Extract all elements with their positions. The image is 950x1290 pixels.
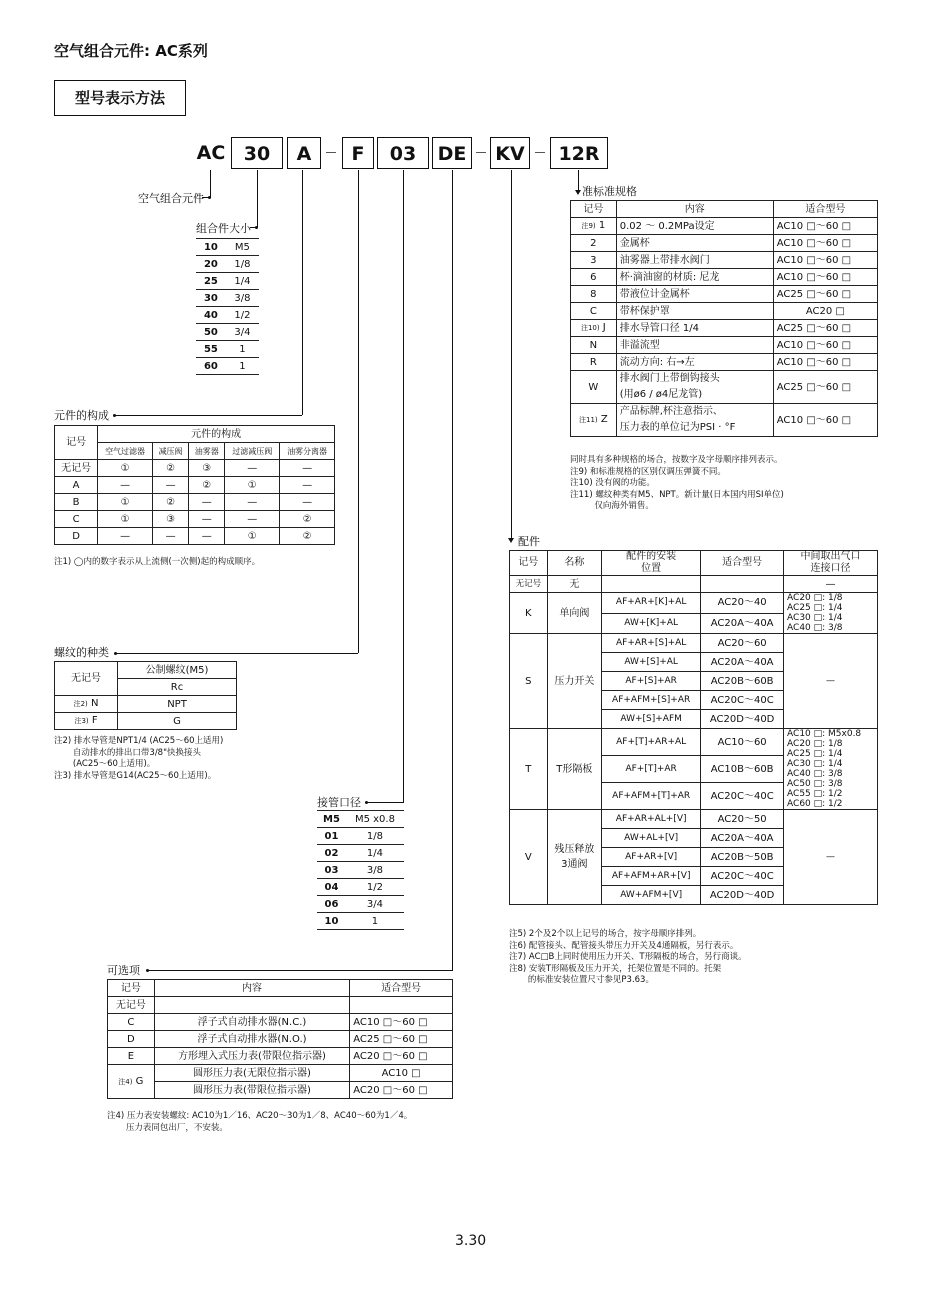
composition-cell: — [225, 460, 280, 477]
standard-desc: 杯·滴油窗的材质: 尼龙 [616, 269, 773, 286]
table-row [196, 290, 259, 307]
standard-desc: 排水阀门上带倒钩接头 (用ø6 / ø4尼龙管) [616, 371, 773, 404]
table-row [510, 729, 878, 756]
port-size: 1/4 [346, 845, 404, 862]
composition-cell: ② [280, 528, 335, 545]
composition-cell: ① [98, 494, 153, 511]
composition-header-group: 元件的构成 [98, 426, 335, 443]
table-row [571, 337, 878, 354]
accessories-name: T形隔板 [547, 729, 601, 810]
table-row [55, 662, 237, 679]
accessories-port: AC20 □: 1/8 AC25 □: 1/4 AC30 □: 1/4 AC40 □: 3/8 [784, 593, 878, 634]
standard-code [571, 269, 617, 286]
options-desc: 方形埋入式压力表(带限位指示器) [154, 1048, 350, 1065]
table-row [196, 358, 259, 375]
standard-code-value: 3 [590, 254, 597, 266]
composition-header-code: 记号 [55, 426, 98, 460]
table-row [196, 341, 259, 358]
table-row [317, 879, 404, 896]
accessories-models: AC20C～40C [701, 691, 784, 710]
composition-cell: ② [280, 511, 335, 528]
composition-cell: ② [152, 460, 188, 477]
code-standard: 12R [550, 137, 608, 169]
table-row [571, 235, 878, 252]
options-desc: 浮子式自动排水器(N.O.) [154, 1031, 350, 1048]
composition-code: C [55, 511, 98, 528]
standard-models: AC20 □ [773, 303, 877, 320]
composition-cell: ② [189, 477, 225, 494]
thread-desc: Rc [118, 679, 237, 696]
port-size: 1 [346, 913, 404, 930]
composition-cell: — [280, 477, 335, 494]
accessories-models: AC20A～40A [701, 613, 784, 634]
table-row [317, 811, 404, 828]
thread-code-value: N [90, 698, 99, 709]
accessories-position: AF+[T]+AR [602, 756, 701, 783]
size-thread: 1/4 [226, 273, 259, 290]
standard-code [571, 320, 617, 337]
options-models [350, 997, 453, 1014]
options-code: E [108, 1048, 155, 1065]
options-code: C [108, 1014, 155, 1031]
standard-models: AC10 □～60 □ [773, 235, 877, 252]
composition-cell: — [152, 528, 188, 545]
options-notes: 注4) 压力表安装螺纹: AC10为1／16、AC20～30为1／8、AC40～60为1／4。 压力表同包出厂，不安装。 [107, 1111, 413, 1133]
accessories-code: T [510, 729, 548, 810]
port-code: 02 [317, 845, 346, 862]
standard-models: AC10 □～60 □ [773, 404, 877, 437]
table-row [55, 477, 335, 494]
table-row [571, 269, 878, 286]
thread-desc: 公制螺纹(M5) [118, 662, 237, 679]
standard-table [570, 200, 878, 437]
composition-cell: — [152, 477, 188, 494]
callout-kongqi: 空气组合元件 [138, 192, 204, 205]
accessories-header: 适合型号 [701, 551, 784, 576]
table-row [196, 239, 259, 256]
composition-cell: ③ [152, 511, 188, 528]
standard-desc: 排水导管口径 1/4 [616, 320, 773, 337]
callout-options: 可选项 [107, 964, 140, 977]
composition-cell: — [98, 528, 153, 545]
size-table [196, 238, 259, 375]
callout-standard: 准标准规格 [582, 185, 637, 198]
standard-models: AC10 □～60 □ [773, 337, 877, 354]
accessories-position: AF+AFM+[S]+AR [602, 691, 701, 710]
composition-cell: — [189, 494, 225, 511]
table-row [108, 1048, 453, 1065]
table-row [571, 404, 878, 437]
standard-code [571, 218, 617, 235]
standard-desc: 0.02 ～ 0.2MPa设定 [616, 218, 773, 235]
table-row [510, 634, 878, 653]
options-header: 适合型号 [350, 980, 453, 997]
composition-code: A [55, 477, 98, 494]
standard-code [571, 235, 617, 252]
options-models: AC20 □～60 □ [350, 1082, 453, 1099]
options-models: AC20 □～60 □ [350, 1048, 453, 1065]
standard-note-ref: 注10) [580, 324, 600, 332]
size-thread: M5 [226, 239, 259, 256]
options-desc: 浮子式自动排水器(N.C.) [154, 1014, 350, 1031]
composition-note: 注1) ◯内的数字表示从上流侧(一次侧)起的构成顺序。 [54, 557, 261, 567]
size-code: 55 [196, 341, 226, 358]
standard-code-value: 8 [590, 288, 597, 300]
table-row [571, 218, 878, 235]
standard-note-ref: 注11) [579, 416, 598, 424]
table-row [510, 576, 878, 593]
code-options: DE [432, 137, 472, 169]
port-size: 1/2 [346, 879, 404, 896]
accessories-models: AC10B～60B [701, 756, 784, 783]
standard-desc: 带杯保护罩 [616, 303, 773, 320]
table-row [55, 713, 237, 730]
standard-models: AC10 □～60 □ [773, 252, 877, 269]
options-table [107, 979, 453, 1099]
table-row [571, 252, 878, 269]
composition-code: B [55, 494, 98, 511]
standard-models: AC25 □～60 □ [773, 320, 877, 337]
standard-models: AC10 □～60 □ [773, 269, 877, 286]
accessories-position: AW+[S]+AL [602, 653, 701, 672]
thread-code: 无记号 [55, 662, 118, 696]
section-label: 型号表示方法 [74, 89, 165, 107]
table-row [510, 810, 878, 829]
table-row [317, 913, 404, 930]
composition-cell: — [225, 511, 280, 528]
callout-accessories: 配件 [518, 535, 540, 548]
thread-notes: 注2) 排水导管是NPT1/4 (AC25～60上适用) 自动排水的排出口带3/8"快换接头 (AC25～60上适用)。 注3) 排水导管是G14(AC25～60上适用)。 [54, 736, 224, 781]
composition-cell: — [225, 494, 280, 511]
size-code: 25 [196, 273, 226, 290]
accessories-header: 记号 [510, 551, 548, 576]
accessories-header: 中间取出气口 连接口径 [784, 551, 878, 576]
accessories-models: AC20B～50B [701, 848, 784, 867]
standard-models: AC25 □～60 □ [773, 371, 877, 404]
accessories-position: AF+[S]+AR [602, 672, 701, 691]
composition-cell: ① [225, 528, 280, 545]
accessories-models: AC20A～40A [701, 653, 784, 672]
thread-code [55, 713, 118, 730]
callout-port: 接管口径 [317, 796, 361, 809]
accessories-models: AC20D～40D [701, 886, 784, 905]
table-row [196, 273, 259, 290]
standard-code-value: Z [600, 414, 608, 425]
table-row [317, 828, 404, 845]
accessories-cell [602, 576, 701, 593]
table-row [571, 286, 878, 303]
table-row [571, 371, 878, 404]
size-code: 60 [196, 358, 226, 375]
port-code: M5 [317, 811, 346, 828]
accessories-position: AW+AFM+[V] [602, 886, 701, 905]
port-size: M5 x0.8 [346, 811, 404, 828]
code-separator [476, 152, 486, 153]
table-row [55, 528, 335, 545]
code-ac: AC [196, 142, 226, 164]
standard-code [571, 354, 617, 371]
options-desc: 圆形压力表(带限位指示器) [154, 1082, 350, 1099]
port-size: 1/8 [346, 828, 404, 845]
composition-cell: — [189, 511, 225, 528]
composition-cell: ③ [189, 460, 225, 477]
standard-code [571, 371, 617, 404]
thread-note-ref: 注2) [73, 700, 88, 708]
accessories-position: AW+[S]+AFM [602, 710, 701, 729]
code-port: 03 [377, 137, 429, 169]
composition-cell: ① [225, 477, 280, 494]
composition-cell: — [189, 528, 225, 545]
composition-col-header: 减压阀 [152, 443, 188, 460]
table-row [317, 845, 404, 862]
accessories-models: AC20C～40C [701, 867, 784, 886]
accessories-models: AC20D～40D [701, 710, 784, 729]
composition-col-header: 油雾分离器 [280, 443, 335, 460]
thread-code-value: F [91, 715, 98, 726]
accessories-header: 配件的安装 位置 [602, 551, 701, 576]
size-thread: 1/2 [226, 307, 259, 324]
accessories-position: AW+[K]+AL [602, 613, 701, 634]
table-row [317, 862, 404, 879]
standard-header: 内容 [616, 201, 773, 218]
standard-models: AC25 □～60 □ [773, 286, 877, 303]
table-row [108, 1014, 453, 1031]
size-code: 50 [196, 324, 226, 341]
accessories-port: — [784, 634, 878, 729]
accessories-cell [701, 576, 784, 593]
accessories-models: AC20～40 [701, 593, 784, 614]
accessories-models: AC20～50 [701, 810, 784, 829]
port-code: 01 [317, 828, 346, 845]
standard-models: AC10 □～60 □ [773, 218, 877, 235]
accessories-table [509, 550, 878, 905]
port-size: 3/4 [346, 896, 404, 913]
options-desc [154, 997, 350, 1014]
table-row [108, 1082, 453, 1099]
code-size: 30 [231, 137, 283, 169]
standard-code-value: R [589, 356, 597, 368]
standard-desc: 带液位计金属杯 [616, 286, 773, 303]
callout-thread: 螺纹的种类 [54, 646, 109, 659]
table-row [55, 460, 335, 477]
thread-table [54, 661, 237, 730]
accessories-name: 单向阀 [547, 593, 601, 634]
code-accessories: KV [490, 137, 530, 169]
thread-desc: NPT [118, 696, 237, 713]
composition-cell: — [98, 477, 153, 494]
composition-col-header: 过滤减压阀 [225, 443, 280, 460]
composition-code: 无记号 [55, 460, 98, 477]
accessories-port: — [784, 810, 878, 905]
standard-desc: 产品标牌,杯注意指示、 压力表的单位记为PSI · °F [616, 404, 773, 437]
table-row [571, 303, 878, 320]
accessories-code: V [510, 810, 548, 905]
composition-cell: — [280, 460, 335, 477]
options-header: 记号 [108, 980, 155, 997]
accessories-position: AF+[T]+AR+AL [602, 729, 701, 756]
table-row [510, 593, 878, 614]
composition-code: D [55, 528, 98, 545]
thread-code [55, 696, 118, 713]
size-code: 20 [196, 256, 226, 273]
size-thread: 1 [226, 358, 259, 375]
options-code-value: G [135, 1075, 144, 1087]
options-code: 无记号 [108, 997, 155, 1014]
standard-desc: 油雾器上带排水阀门 [616, 252, 773, 269]
accessories-position: AF+AFM+AR+[V] [602, 867, 701, 886]
standard-code-value: N [589, 339, 598, 351]
table-row [108, 1031, 453, 1048]
table-row [55, 696, 237, 713]
options-code [108, 1065, 155, 1099]
options-desc: 圆形压力表(无限位指示器) [154, 1065, 350, 1082]
accessories-cell: — [784, 576, 878, 593]
accessories-cell: 无 [547, 576, 601, 593]
composition-cell: ① [98, 511, 153, 528]
callout-size: 组合件大小 [196, 222, 251, 235]
table-row [571, 320, 878, 337]
table-row [108, 1065, 453, 1082]
standard-models: AC10 □～60 □ [773, 354, 877, 371]
thread-desc: G [118, 713, 237, 730]
size-code: 40 [196, 307, 226, 324]
composition-col-header: 空气过滤器 [98, 443, 153, 460]
port-size: 3/8 [346, 862, 404, 879]
accessories-position: AF+AR+AL+[V] [602, 810, 701, 829]
accessories-code: S [510, 634, 548, 729]
accessories-models: AC20B～60B [701, 672, 784, 691]
accessories-port: AC10 □: M5x0.8 AC20 □: 1/8 AC25 □: 1/4 AC30 □: 1/4 AC40 □: 3/8 AC50 □: 3/8 AC55 □: 1/2 AC60 □: 1/2 [784, 729, 878, 810]
table-row [55, 511, 335, 528]
accessories-position: AF+AR+[V] [602, 848, 701, 867]
standard-notes: 同时具有多种规格的场合，按数字及字母顺序排列表示。 注9) 和标准规格的区别仅调压弹簧不同。 注10) 没有阀的功能。 注11) 螺纹种类有M5、NPT。新计量(日本国内用SI单位) 仅向海外销售。 [570, 455, 784, 511]
accessories-code: 无记号 [510, 576, 548, 593]
port-code: 04 [317, 879, 346, 896]
accessories-name: 残压释放 3通阀 [547, 810, 601, 905]
size-thread: 1 [226, 341, 259, 358]
callout-composition: 元件的构成 [54, 409, 109, 422]
size-thread: 1/8 [226, 256, 259, 273]
standard-header: 记号 [571, 201, 617, 218]
options-models: AC10 □ [350, 1065, 453, 1082]
standard-desc: 金属杯 [616, 235, 773, 252]
port-table [317, 810, 404, 930]
standard-code [571, 404, 617, 437]
composition-cell: ① [98, 460, 153, 477]
port-code: 06 [317, 896, 346, 913]
composition-table [54, 425, 335, 545]
table-row [571, 354, 878, 371]
standard-desc: 非溢流型 [616, 337, 773, 354]
accessories-models: AC10～60 [701, 729, 784, 756]
accessories-models: AC20～60 [701, 634, 784, 653]
options-header: 内容 [154, 980, 350, 997]
port-code: 10 [317, 913, 346, 930]
table-row [108, 997, 453, 1014]
table-row [55, 494, 335, 511]
accessories-position: AW+AL+[V] [602, 829, 701, 848]
table-row [317, 896, 404, 913]
accessories-position: AF+AFM+[T]+AR [602, 783, 701, 810]
accessories-name: 压力开关 [547, 634, 601, 729]
standard-code [571, 337, 617, 354]
standard-code [571, 303, 617, 320]
options-models: AC10 □～60 □ [350, 1014, 453, 1031]
page-number: 3.30 [455, 1233, 487, 1249]
standard-code [571, 252, 617, 269]
page-title: 空气组合元件: AC系列 [54, 42, 208, 60]
thread-note-ref: 注3) [74, 717, 89, 725]
standard-code [571, 286, 617, 303]
standard-code-value: 6 [590, 271, 597, 283]
standard-code-value: 2 [590, 237, 597, 249]
options-models: AC25 □～60 □ [350, 1031, 453, 1048]
code-thread: F [342, 137, 374, 169]
composition-cell: ② [152, 494, 188, 511]
table-row [196, 307, 259, 324]
size-code: 30 [196, 290, 226, 307]
accessories-models: AC20C～40C [701, 783, 784, 810]
accessories-header: 名称 [547, 551, 601, 576]
accessories-models: AC20A～40A [701, 829, 784, 848]
port-code: 03 [317, 862, 346, 879]
standard-note-ref: 注9) [581, 222, 596, 230]
standard-code-value: C [589, 305, 597, 317]
accessories-code: K [510, 593, 548, 634]
standard-code-value: J [602, 322, 606, 333]
size-code: 10 [196, 239, 226, 256]
standard-code-value: W [588, 381, 599, 393]
composition-col-header: 油雾器 [189, 443, 225, 460]
table-row [196, 324, 259, 341]
options-note-ref: 注4) [118, 1077, 133, 1086]
code-separator [535, 152, 545, 153]
options-code: D [108, 1031, 155, 1048]
standard-desc: 流动方向: 右→左 [616, 354, 773, 371]
standard-code-value: 1 [598, 220, 606, 231]
code-composition: A [287, 137, 321, 169]
accessories-notes: 注5) 2个及2个以上记号的场合，按字母顺序排列。 注6) 配管接头、配管接头带压力开关及4通隔板，另行表示。 注7) AC□B上同时使用压力开关、T形隔板的场合，另行商谈。 注8) 安装T形隔板及压力开关，托架位置是不同的。托架 的标准安装位置尺寸参见P3.63。 [509, 929, 747, 985]
composition-cell: — [280, 494, 335, 511]
accessories-position: AF+AR+[K]+AL [602, 593, 701, 614]
code-separator [326, 152, 336, 153]
size-thread: 3/8 [226, 290, 259, 307]
standard-header: 适合型号 [773, 201, 877, 218]
accessories-position: AF+AR+[S]+AL [602, 634, 701, 653]
size-thread: 3/4 [226, 324, 259, 341]
table-row [196, 256, 259, 273]
